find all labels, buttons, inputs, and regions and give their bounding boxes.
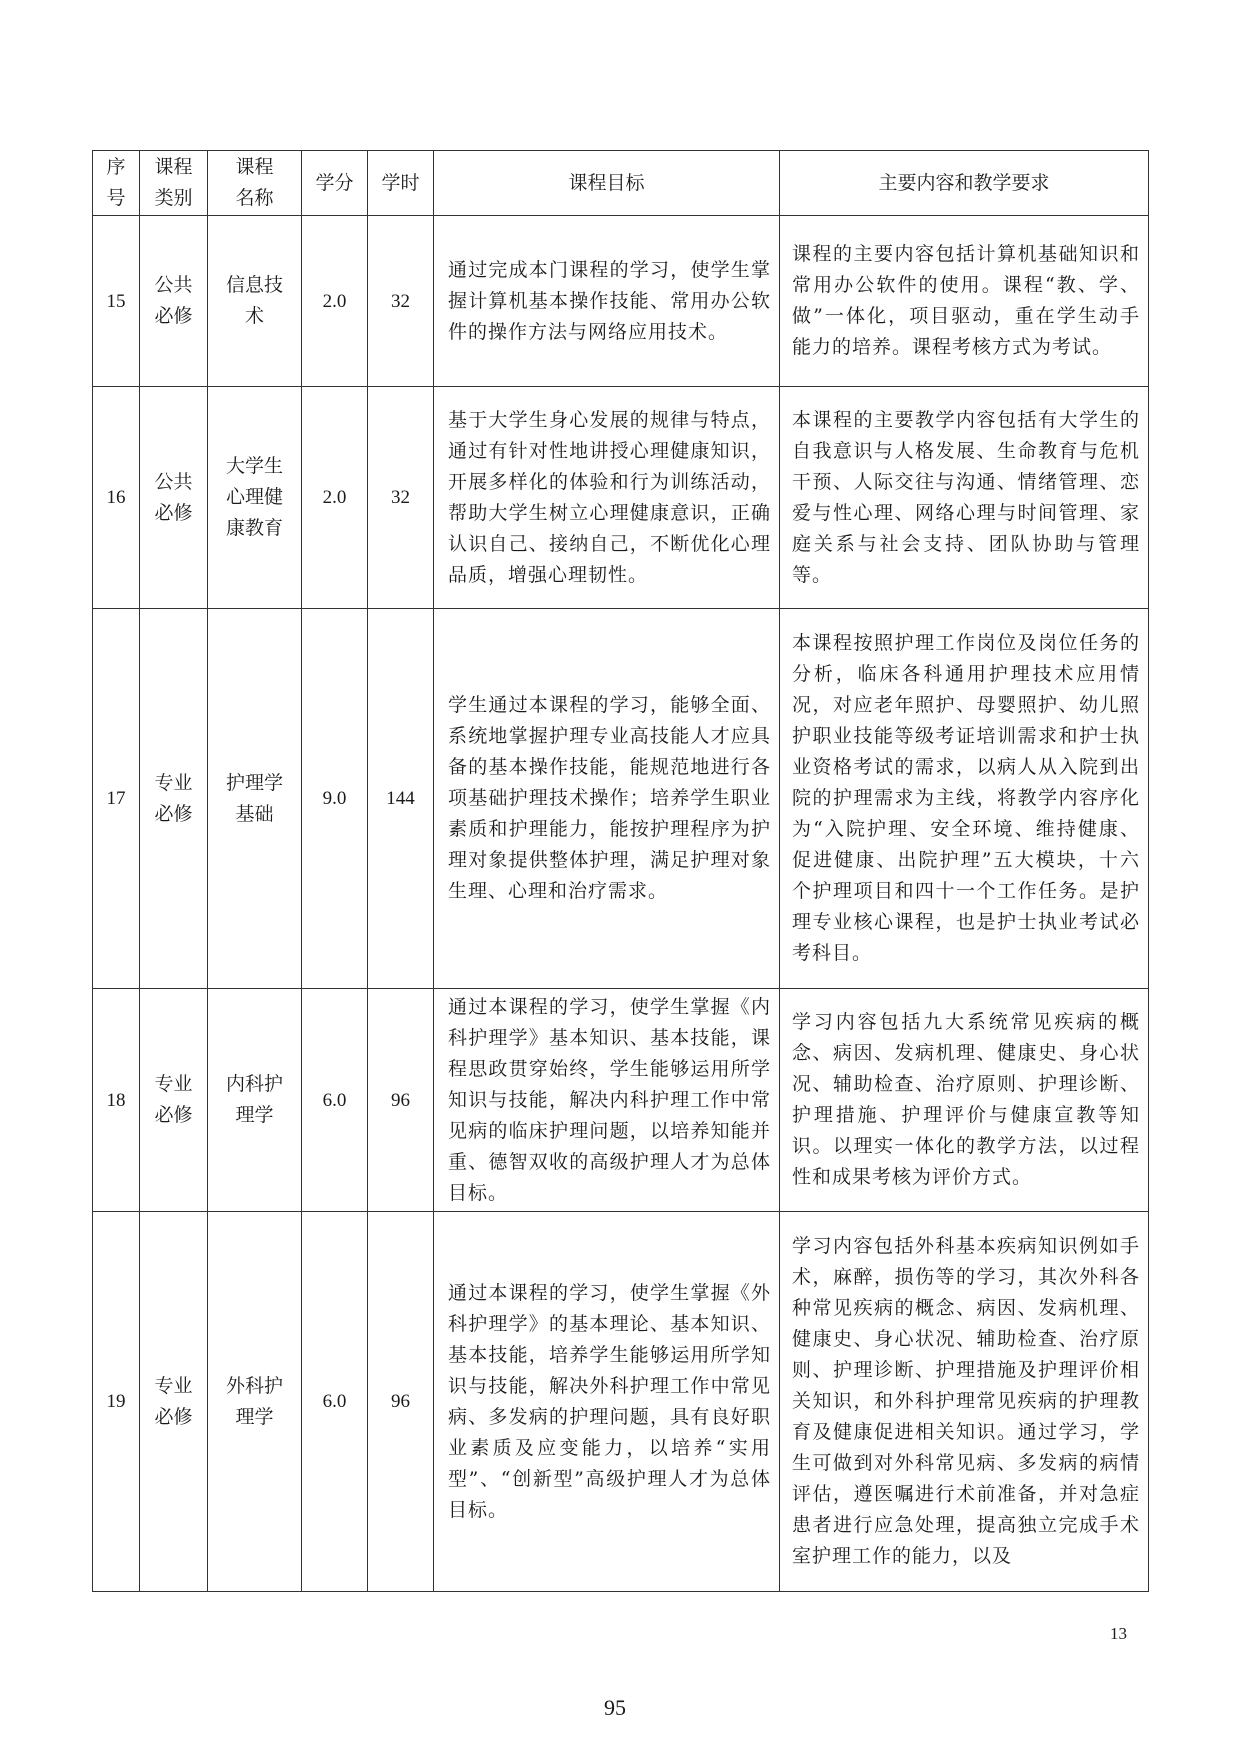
row-no: 17 <box>93 609 140 989</box>
row-content: 本课程的主要教学内容包括有大学生的自我意识与人格发展、生命教育与危机干预、人际交往与沟通、情绪管理、恋爱与性心理、网络心理与时间管理、家庭关系与社会支持、团队协助与管理等。 <box>780 387 1149 609</box>
table-row <box>93 216 1149 387</box>
row-category: 公共必修 <box>140 387 208 609</box>
row-category: 专业必修 <box>140 609 208 989</box>
header-credit: 学分 <box>302 151 368 216</box>
row-no: 15 <box>93 216 140 387</box>
header-name: 课程名称 <box>208 151 302 216</box>
row-content: 学习内容包括九大系统常见疾病的概念、病因、发病机理、健康史、身心状况、辅助检查、治疗原则、护理诊断、护理措施、护理评价与健康宣教等知识。以理实一体化的教学方法，以过程性和成果考核为评价方式。 <box>780 989 1149 1212</box>
row-credit: 2.0 <box>302 216 368 387</box>
page-number: 95 <box>604 1695 626 1720</box>
row-category: 公共必修 <box>140 216 208 387</box>
row-category: 专业必修 <box>140 989 208 1212</box>
row-no: 18 <box>93 989 140 1212</box>
table-row <box>93 989 1149 1212</box>
row-goal: 通过本课程的学习，使学生掌握《外科护理学》的基本理论、基本知识、基本技能，培养学生能够运用所学知识与技能，解决外科护理工作中常见病、多发病的护理问题，具有良好职业素质及应变能力，以培养“实用型”、“创新型”高级护理人才为总体目标。 <box>434 1212 780 1592</box>
row-course-name: 内科护理学 <box>208 989 302 1212</box>
row-credit: 6.0 <box>302 989 368 1212</box>
row-hours: 32 <box>368 216 434 387</box>
row-goal: 通过本课程的学习，使学生掌握《内科护理学》基本知识、基本技能，课程思政贯穿始终，学生能够运用所学知识与技能，解决内科护理工作中常见病的临床护理问题，以培养知能并重、德智双收的高级护理人才为总体目标。 <box>434 989 780 1212</box>
header-hours: 学时 <box>368 151 434 216</box>
row-content: 学习内容包括外科基本疾病知识例如手术，麻醉，损伤等的学习，其次外科各种常见疾病的概念、病因、发病机理、健康史、身心状况、辅助检查、治疗原则、护理诊断、护理措施及护理评价相关知识，和外科护理常见疾病的护理教育及健康促进相关知识。通过学习，学生可做到对外科常见病、多发病的病情评估，遵医嘱进行术前准备，并对急症患者进行应急处理，提高独立完成手术室护理工作的能力，以及 <box>780 1212 1149 1592</box>
header-goal: 课程目标 <box>434 151 780 216</box>
row-content: 本课程按照护理工作岗位及岗位任务的分析，临床各科通用护理技术应用情况，对应老年照护、母婴照护、幼儿照护职业技能等级考证培训需求和护士执业资格考试的需求，以病人从入院到出院的护理需求为主线，将教学内容序化为“入院护理、安全环境、维持健康、促进健康、出院护理”五大模块，十六个护理项目和四十一个工作任务。是护理专业核心课程，也是护士执业考试必考科目。 <box>780 609 1149 989</box>
table-row <box>93 1212 1149 1592</box>
row-course-name: 护理学基础 <box>208 609 302 989</box>
row-course-name: 大学生心理健康教育 <box>208 387 302 609</box>
row-hours: 144 <box>368 609 434 989</box>
row-no: 16 <box>93 387 140 609</box>
row-category: 专业必修 <box>140 1212 208 1592</box>
course-table <box>92 150 1149 1592</box>
row-no: 19 <box>93 1212 140 1592</box>
row-credit: 9.0 <box>302 609 368 989</box>
row-course-name: 信息技术 <box>208 216 302 387</box>
row-hours: 96 <box>368 989 434 1212</box>
row-hours: 32 <box>368 387 434 609</box>
row-course-name: 外科护理学 <box>208 1212 302 1592</box>
header-content: 主要内容和教学要求 <box>780 151 1149 216</box>
row-content: 课程的主要内容包括计算机基础知识和常用办公软件的使用。课程“教、学、做”一体化，项目驱动，重在学生动手能力的培养。课程考核方式为考试。 <box>780 216 1149 387</box>
table-row <box>93 387 1149 609</box>
header-no: 序号 <box>93 151 140 216</box>
row-goal: 学生通过本课程的学习，能够全面、系统地掌握护理专业高技能人才应具备的基本操作技能，能规范地进行各项基础护理技术操作；培养学生职业素质和护理能力，能按护理程序为护理对象提供整体护理，满足护理对象生理、心理和治疗需求。 <box>434 609 780 989</box>
row-goal: 通过完成本门课程的学习，使学生掌握计算机基本操作技能、常用办公软件的操作方法与网络应用技术。 <box>434 216 780 387</box>
table-row <box>93 609 1149 989</box>
row-credit: 2.0 <box>302 387 368 609</box>
header-category: 课程类别 <box>140 151 208 216</box>
section-page-number: 13 <box>1110 1624 1127 1643</box>
row-goal: 基于大学生身心发展的规律与特点，通过有针对性地讲授心理健康知识，开展多样化的体验和行为训练活动，帮助大学生树立心理健康意识，正确认识自己、接纳自己，不断优化心理品质，增强心理韧性。 <box>434 387 780 609</box>
table-header-row <box>93 151 1149 216</box>
row-hours: 96 <box>368 1212 434 1592</box>
row-credit: 6.0 <box>302 1212 368 1592</box>
